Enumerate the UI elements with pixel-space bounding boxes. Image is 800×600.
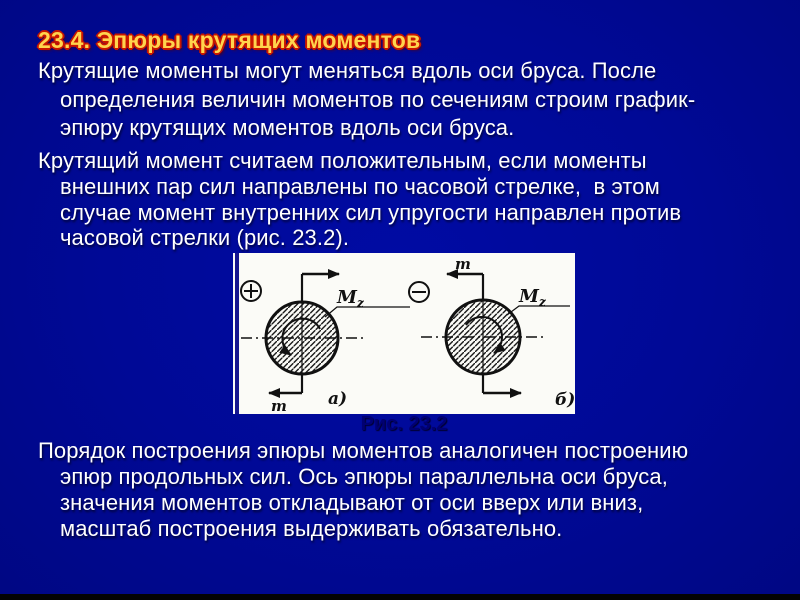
figure-caption: Рис. 23.2: [360, 413, 448, 435]
body-text-line: Крутящий момент считаем положительным, если моменты: [38, 148, 647, 173]
external-moment-label: m: [271, 397, 287, 414]
paragraph-1: [0, 57, 800, 143]
paragraph-2: [0, 148, 800, 251]
slide-bottom-bar: [0, 594, 800, 600]
torsion-sections-diagram: [233, 253, 575, 414]
plus-sign-icon: [241, 281, 261, 301]
external-moment-label: m: [455, 255, 471, 273]
page-title: 23.4. Эпюры крутящих моментов: [38, 27, 421, 53]
body-text-line: определения величин моментов по сечениям строим график-: [60, 86, 696, 112]
body-text-line: часовой стрелки (рис. 23.2).: [60, 225, 350, 251]
body-text-line: значения моментов откладывают от оси вверх или вниз,: [60, 490, 644, 515]
section-label-b: б): [555, 390, 575, 410]
body-text-line: внешних пар сил направлены по часовой стрелке, в этом: [60, 173, 660, 199]
moment-leader-line: [325, 307, 410, 317]
moment-label: $M_z$: [519, 286, 546, 309]
figure-scan-edge: [235, 253, 239, 414]
body-text-line: Порядок построения эпюры моментов аналогичен построению: [38, 438, 689, 463]
body-text-line: масштаб построения выдерживать обязательно.: [60, 516, 563, 541]
body-text-line: эпюр продольных сил. Ось эпюры параллельна оси бруса,: [60, 464, 668, 489]
section-label-a: а): [328, 389, 348, 409]
body-text-line: Крутящие моменты могут меняться вдоль оси бруса. После: [38, 58, 657, 83]
positive-section-diagram: [241, 274, 410, 414]
negative-section-diagram: [409, 255, 575, 410]
body-text-line: случае момент внутренних сил упругости направлен против: [60, 199, 682, 225]
paragraph-3: [0, 438, 800, 542]
moment-label: $M_z$: [337, 287, 364, 310]
figure-image: [233, 253, 575, 414]
minus-sign-icon: [409, 282, 429, 302]
body-text-line: эпюру крутящих моментов вдоль оси бруса.: [60, 115, 515, 140]
